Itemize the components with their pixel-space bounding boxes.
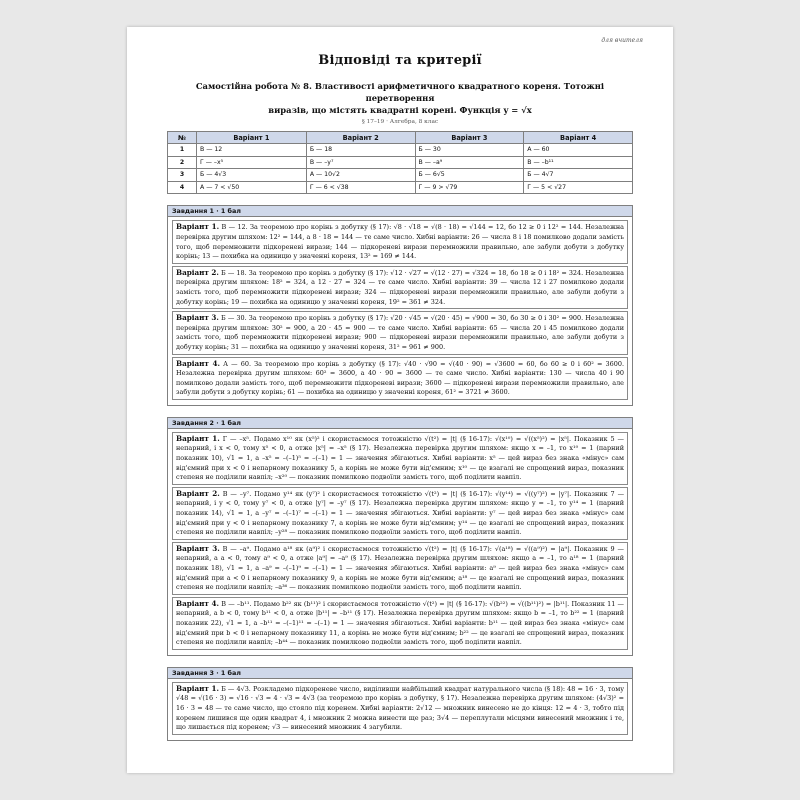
answer-block [172,220,628,263]
table-cell: Б — 4√7 [524,169,633,182]
table-header-cell: Варіант 4 [524,132,633,144]
subtitle [167,80,633,116]
table-cell: Б — 18 [306,144,415,157]
table-header-cell: Варіант 2 [306,132,415,144]
answer-block [172,682,628,735]
answers-table [167,131,633,194]
table-cell: Б — 6√5 [415,169,524,182]
task-header: Завдання 2 · 1 бал [168,418,632,429]
table-cell: Б — 30 [415,144,524,157]
answer-block [172,487,628,540]
table-header-cell: Варіант 3 [415,132,524,144]
answer-text: Б — 4√3. Розкладемо підкореневе число, виділивши найбільший квадрат натурального числа (§ 18): 48 = 16 · 3, тому √48 = √(16 · 3) = √16 · √3 = 4 · √3 = 4√3 (за теоремою про корінь з добутку, § 17). Незалежна перевірка другим шляхом: (4√3)² = 16 · 3 = 48 — те саме число, що стояло під коренем. Хибні варіанти: 2√12 — множник винесено не до кінця: 12 = 4 · 3, тобто під коренем лишився ще один квадрат 4, і множник 2 можна винести ще раз; 3√4 — переплутали місцями винесений множник і те, що лишається під коренем; √3 — винесений множник 4 загубили. [176,684,624,732]
table-cell: 4 [168,181,197,194]
variant-label: Варіант 1. [176,222,220,232]
topic-meta: § 17–19 · Алгебра, 8 клас [361,119,439,125]
table-cell: А — 7 < √50 [197,181,307,194]
variant-label: Варіант 2. [176,488,220,498]
answer-text: В — 12. За теоремою про корінь з добутку (§ 17): √8 · √18 = √(8 · 18) = √144 = 12, бо 12 ≥ 0 і 12² = 144. Незалежна перевірка другим шляхом: 12² = 144, а 8 · 18 = 144 — те саме число. Хибні варіанти: 26 — числа 8 і 18 помилково додали замість того, щоб перемножити підкореневі вирази; 144 — підкореневі вирази перемножили правильно, але забули добути з добутку корінь; 13 — похибка на одиницю у значенні кореня, 13² = 169 ≠ 144. [176,223,624,261]
answer-text: Б — 18. За теоремою про корінь з добутку (§ 17): √12 · √27 = √(12 · 27) = √324 = 18, бо 18 ≥ 0 і 18² = 324. Незалежна перевірка другим шляхом: 18² = 324, а 12 · 27 = 324 — те саме число. Хибні варіанти: 39 — числа 12 і 27 помилково додали замість того, щоб перемножити підкореневі вирази; 324 — підкореневі вирази перемножили правильно, але забули добути з добутку корінь; 19 — похибка на одиницю у значенні кореня, 19² = 361 ≠ 324. [176,268,624,306]
answer-block [172,597,628,650]
table-cell: А — 60 [524,144,633,157]
table-cell: Г — 5 < √27 [524,181,633,194]
table-row [168,156,633,169]
answer-text: В — –b¹¹. Подамо b²² як (b¹¹)² і скористаємося тотожністю √(t²) = |t| (§ 16-17): √(b²²) = √((b¹¹)²) = |b¹¹|. Показник 11 — непарний, а b < 0, тому b¹¹ < 0, а отже |b¹¹| = –b¹¹ (§ 17). Незалежна перевірка другим шляхом: якщо b = –1, то b²² = 1 (парний показник 22), √1 = 1, а –b¹¹ = –(–1)¹¹ = –(–1) = 1 — значення збігаються. Хибні варіанти: b¹¹ — цей вираз без знака «мінус» сам від'ємний при b < 0 і непарному показнику 11, а корінь не може бути від'ємним; b²² — це взагалі не спрощений вираз, показник степеня не поділили навпіл; –b⁴⁴ — показник помилково подвоїли замість того, щоб поділити навпіл. [176,599,624,647]
answer-text: А — 60. За теоремою про корінь з добутку (§ 17): √40 · √90 = √(40 · 90) = √3600 = 60, бо 60 ≥ 0 і 60² = 3600. Незалежна перевірка другим шляхом: 60² = 3600, а 40 · 90 = 3600 — те саме число. Хибні варіанти: 130 — числа 40 і 90 помилково додали замість того, щоб перемножити підкореневі вирази; 3600 — підкореневі вирази перемножили правильно, але забули добути з добутку корінь; 61 — похибка на одиницю у значенні кореня, 61² = 3721 ≠ 3600. [176,359,624,397]
answer-text: Б — 30. За теоремою про корінь з добутку (§ 17): √20 · √45 = √(20 · 45) = √900 = 30, бо 30 ≥ 0 і 30² = 900. Незалежна перевірка другим шляхом: 30² = 900, а 20 · 45 = 900 — те саме число. Хибні варіанти: 65 — числа 20 і 45 помилково додали замість того, щоб перемножити підкореневі вирази; 900 — підкореневі вирази перемножили правильно, але забули добути з добутку корінь; 31 — похибка на одиницю у значенні кореня, 31² = 961 ≠ 900. [176,314,624,351]
table-cell: В — 12 [197,144,307,157]
page-content [167,41,633,741]
table-cell: Г — 9 > √79 [415,181,524,194]
task-body [168,429,632,655]
table-cell: А — 10√2 [306,169,415,182]
task-body [168,679,632,740]
page-title: Відповіді та критерії [318,53,482,68]
document-page [127,27,673,773]
variant-label: Варіант 1. [176,433,220,443]
table-header-cell: № [168,132,197,144]
table-header-row [168,132,633,144]
task-header: Завдання 1 · 1 бал [168,206,632,217]
table-cell: Г — –x⁵ [197,156,307,169]
answer-block [172,357,628,400]
variant-label: Варіант 3. [176,313,219,323]
variant-label: Варіант 1. [176,683,219,693]
answer-text: В — –y⁷. Подамо y¹⁴ як (y⁷)² і скористаємося тотожністю √(t²) = |t| (§ 16-17): √(y¹⁴) = √((y⁷)²) = |y⁷|. Показник 7 — непарний, і y < 0, тому y⁷ < 0, а отже |y⁷| = –y⁷ (§ 17). Незалежна перевірка другим шляхом: якщо y = –1, то y¹⁴ = 1 (парний показник 14), √1 = 1, а –y⁷ = –(–1)⁷ = –(–1) = 1 — значення збігаються. Хибні варіанти: y⁷ — цей вираз без знака «мінус» сам від'ємний при y < 0 і непарному показнику 7, а корінь не може бути від'ємним; y¹⁴ — це взагалі не спрощений вираз, показник степеня не поділили навпіл; –y²⁸ — показник помилково подвоїли замість того, щоб поділити навпіл. [176,489,625,537]
table-row [168,181,633,194]
table-cell: В — –a⁹ [415,156,524,169]
task-section-3 [167,667,633,741]
answer-block [172,542,628,595]
answer-block [172,266,628,309]
answer-text: В — –a⁹. Подамо a¹⁸ як (a⁹)² і скористаємося тотожністю √(t²) = |t| (§ 16-17): √(a¹⁸) = √((a⁹)²) = |a⁹|. Показник 9 — непарний, а a < 0, тому a⁹ < 0, а отже |a⁹| = –a⁹ (§ 17). Незалежна перевірка другим шляхом: якщо a = –1, то a¹⁸ = 1 (парний показник 18), √1 = 1, а –a⁹ = –(–1)⁹ = –(–1) = 1 — значення збігаються. Хибні варіанти: a⁹ — цей вираз без знака «мінус» сам від'ємний при a < 0 і непарному показнику 9, а корінь не може бути від'ємним; a¹⁸ — це взагалі не спрощений вираз, показник степеня не поділили навпіл; –a³⁶ — показник помилково подвоїли замість того, щоб поділити навпіл. [176,544,624,592]
answer-block [172,311,628,354]
task-body [168,217,632,405]
table-cell: В — –y⁷ [306,156,415,169]
variant-label: Варіант 4. [176,598,220,608]
variant-label: Варіант 3. [176,543,220,553]
variant-label: Варіант 2. [176,267,219,277]
table-row [168,169,633,182]
task-header: Завдання 3 · 1 бал [168,668,632,679]
answer-block [172,432,628,485]
table-cell: Г — 6 < √38 [306,181,415,194]
table-cell: В — –b¹¹ [524,156,633,169]
table-cell: Б — 4√3 [197,169,307,182]
subtitle-line-2: виразів, що містять квадратні корені. Функція y = √x [268,105,532,115]
table-row [168,144,633,157]
table-cell: 1 [168,144,197,157]
task-section-2 [167,417,633,656]
subtitle-line-1: Самостійна робота № 8. Властивості арифметичного квадратного кореня. Тотожні перетворення [195,81,605,103]
table-cell: 2 [168,156,197,169]
answer-text: Г — –x⁵. Подамо x¹⁰ як (x⁵)² і скористаємося тотожністю √(t²) = |t| (§ 16-17): √(x¹⁰) = √((x⁵)²) = |x⁵|. Показник 5 — непарний, і x < 0, тому x⁵ < 0, а отже |x⁵| = –x⁵ (§ 17). Незалежна перевірка другим шляхом: якщо x = –1, то x¹⁰ = 1 (парний показник 10), √1 = 1, а –x⁵ = –(–1)⁵ = –(–1) = 1 — значення збігаються. Хибні варіанти: x⁵ — цей вираз без знака «мінус» сам від'ємний при x < 0 і непарному показнику 5, а корінь не може бути від'ємним; x¹⁰ — це взагалі не спрощений вираз, показник степеня не поділили навпіл; –x²⁰ — показник помилково подвоїли замість того, щоб поділити навпіл. [176,434,624,482]
variant-label: Варіант 4. [176,358,220,368]
teacher-note: для вчителя [601,37,643,44]
table-cell: 3 [168,169,197,182]
task-section-1 [167,205,633,406]
table-header-cell: Варіант 1 [197,132,307,144]
